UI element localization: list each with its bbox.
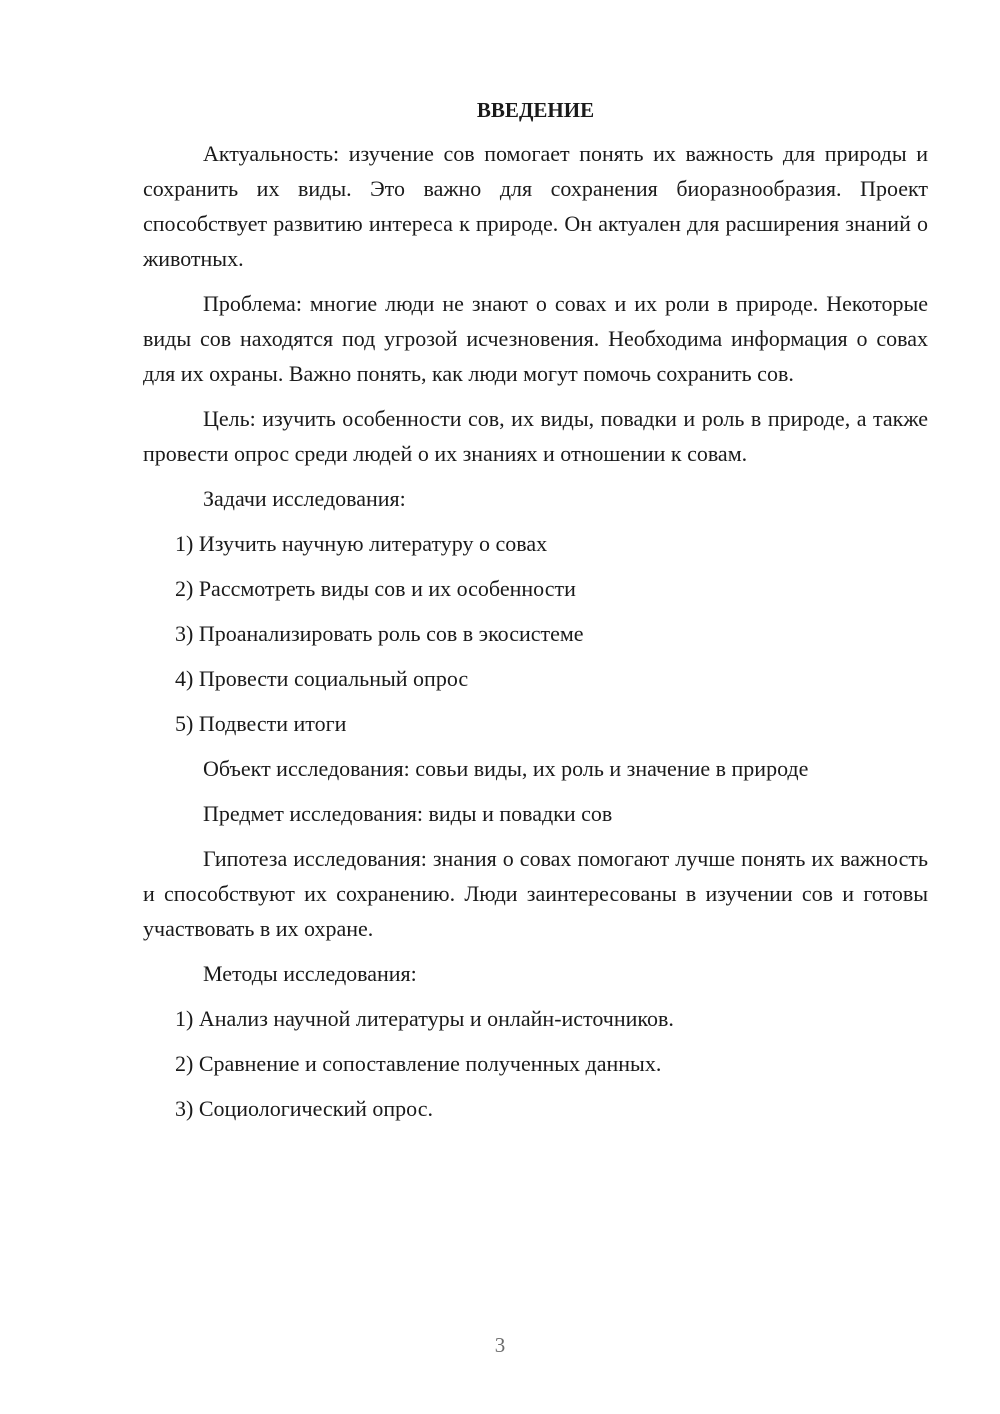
task-item-3: 3) Проанализировать роль сов в экосистеме bbox=[175, 621, 584, 646]
page-number: 3 bbox=[494, 1333, 506, 1357]
relevance-paragraph: Актуальность: изучение сов помогает понять их важность для природы и сохранить их виды. Это важно для сохранения биоразнообразия. Проект способствует развитию интереса к природе. Он актуален для расширения знаний о животных. bbox=[143, 141, 928, 271]
document-page bbox=[143, 94, 928, 1136]
tasks-heading: Задачи исследования: bbox=[203, 486, 406, 511]
problem-paragraph: Проблема: многие люди не знают о совах и их роли в природе. Некоторые виды сов находятся под угрозой исчезновения. Необходима информация о совах для их охраны. Важно понять, как люди могут помочь сохранить сов. bbox=[143, 291, 928, 386]
section-title: ВВЕДЕНИЕ bbox=[476, 98, 595, 122]
method-item-2: 2) Сравнение и сопоставление полученных данных. bbox=[175, 1051, 662, 1076]
method-item-3: 3) Социологический опрос. bbox=[175, 1096, 433, 1121]
subject-paragraph: Предмет исследования: виды и повадки сов bbox=[203, 801, 613, 826]
task-item-5: 5) Подвести итоги bbox=[175, 711, 347, 736]
task-item-1: 1) Изучить научную литературу о совах bbox=[175, 531, 548, 556]
object-paragraph: Объект исследования: совьи виды, их роль и значение в природе bbox=[203, 756, 809, 781]
goal-paragraph: Цель: изучить особенности сов, их виды, повадки и роль в природе, а также провести опрос среди людей о их знаниях и отношении к совам. bbox=[143, 406, 928, 466]
method-item-1: 1) Анализ научной литературы и онлайн-источников. bbox=[175, 1006, 674, 1031]
task-item-4: 4) Провести социальный опрос bbox=[175, 666, 469, 691]
task-item-2: 2) Рассмотреть виды сов и их особенности bbox=[175, 576, 576, 601]
hypothesis-paragraph: Гипотеза исследования: знания о совах помогают лучше понять их важность и способствуют их сохранению. Люди заинтересованы в изучении сов и готовы участвовать в их охране. bbox=[143, 846, 928, 941]
methods-heading: Методы исследования: bbox=[203, 961, 417, 986]
